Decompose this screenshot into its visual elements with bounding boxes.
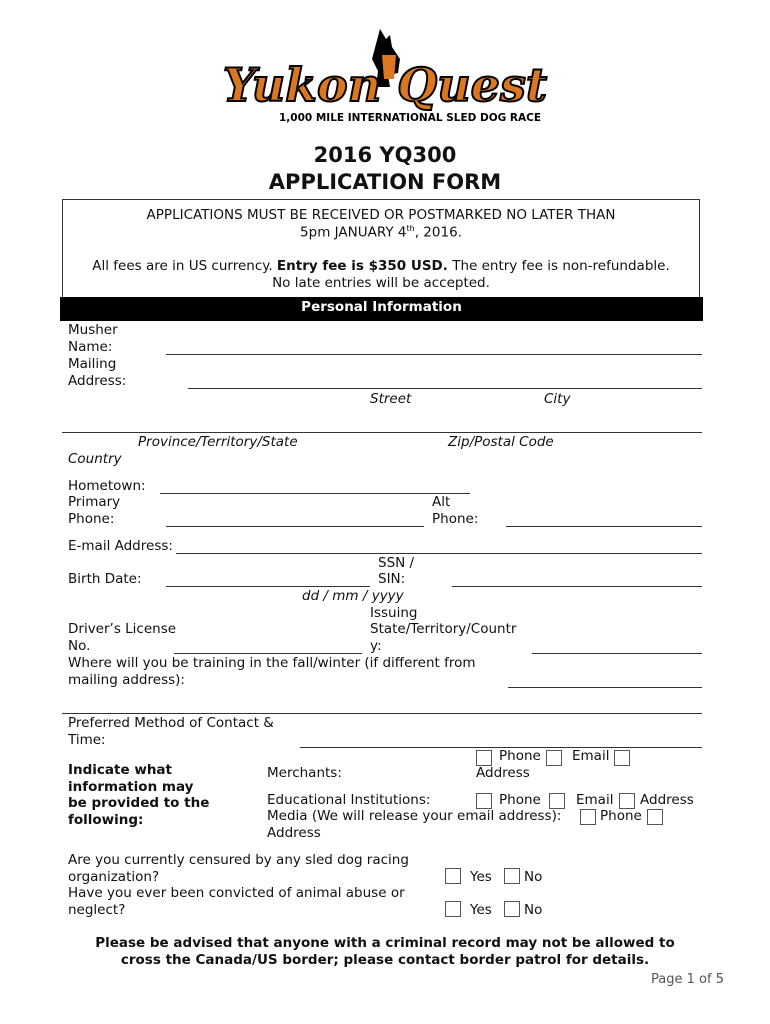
logo-tagline: 1,000 MILE INTERNATIONAL SLED DOG RACE bbox=[278, 112, 542, 124]
musher-label: Musher bbox=[68, 322, 118, 338]
educational-phone-checkbox[interactable] bbox=[476, 793, 492, 809]
sharing-label: Indicate what bbox=[68, 762, 172, 778]
license-label-2: No. bbox=[68, 638, 91, 654]
hometown-label: Hometown: bbox=[68, 478, 146, 494]
issuing-label: Issuing bbox=[370, 605, 418, 621]
musher-name-field[interactable] bbox=[166, 354, 702, 355]
merchants-email-label: Email bbox=[572, 748, 610, 764]
notice-box bbox=[62, 199, 700, 298]
training-label-2: mailing address): bbox=[68, 672, 185, 688]
merchants-email-checkbox[interactable] bbox=[546, 750, 562, 766]
training-field-2[interactable] bbox=[62, 713, 702, 714]
late-entries-text: No late entries will be accepted. bbox=[272, 275, 490, 291]
educational-phone-label: Phone bbox=[499, 792, 541, 808]
contact-label-2: Time: bbox=[68, 732, 106, 748]
yukon-quest-logo bbox=[200, 25, 570, 125]
censured-no-label: No bbox=[524, 869, 543, 885]
province-zip-field[interactable] bbox=[62, 432, 702, 433]
license-field[interactable] bbox=[174, 653, 362, 654]
criminal-record-notice: Please be advised that anyone with a criminal record may not be allowed to bbox=[95, 935, 675, 951]
training-field[interactable] bbox=[508, 687, 702, 688]
birth-date-field[interactable] bbox=[166, 586, 370, 587]
alt-phone-label-2: Phone: bbox=[432, 511, 479, 527]
country-caption: Country bbox=[68, 451, 122, 467]
merchants-label: Merchants: bbox=[267, 765, 342, 781]
city-caption: City bbox=[544, 391, 571, 407]
abuse-question: Have you ever been convicted of animal abuse or bbox=[68, 885, 405, 901]
form-title-year: 2016 YQ300 bbox=[313, 143, 457, 167]
primary-phone-label: Primary bbox=[68, 494, 121, 510]
contact-label: Preferred Method of Contact & bbox=[68, 715, 274, 731]
merchants-address-checkbox[interactable] bbox=[614, 750, 630, 766]
censured-no-checkbox[interactable] bbox=[504, 868, 520, 884]
email-field[interactable] bbox=[176, 553, 702, 554]
abuse-no-checkbox[interactable] bbox=[504, 901, 520, 917]
sharing-label-4: following: bbox=[68, 812, 144, 828]
media-phone-label: Phone bbox=[600, 808, 642, 824]
alt-phone-field[interactable] bbox=[506, 526, 702, 527]
sin-label: SIN: bbox=[378, 571, 406, 587]
educational-label: Educational Institutions: bbox=[267, 792, 431, 808]
educational-address-label: Address bbox=[640, 792, 694, 808]
form-title: APPLICATION FORM bbox=[268, 170, 502, 194]
sharing-label-2: information may bbox=[68, 779, 194, 795]
educational-email-label: Email bbox=[576, 792, 614, 808]
censured-question: Are you currently censured by any sled dog racing bbox=[68, 852, 409, 868]
media-address-label: Address bbox=[267, 825, 321, 841]
sharing-label-3: be provided to the bbox=[68, 795, 210, 811]
training-label: Where will you be training in the fall/winter (if different from bbox=[68, 655, 476, 671]
issuing-label-3: y: bbox=[370, 638, 382, 654]
street-caption: Street bbox=[370, 391, 412, 407]
page-number: Page 1 of 5 bbox=[651, 972, 724, 987]
alt-phone-label: Alt bbox=[432, 494, 451, 510]
mailing-label: Mailing bbox=[68, 356, 117, 372]
ssn-label: SSN / bbox=[378, 555, 415, 571]
media-label: Media (We will release your email address): bbox=[267, 808, 562, 824]
mailing-address-field[interactable] bbox=[188, 388, 702, 389]
abuse-no-label: No bbox=[524, 902, 543, 918]
birth-date-label: Birth Date: bbox=[68, 571, 142, 587]
primary-phone-label-2: Phone: bbox=[68, 511, 115, 527]
primary-phone-field[interactable] bbox=[166, 526, 424, 527]
date-format-caption: dd / mm / yyyy bbox=[302, 588, 404, 604]
zip-caption: Zip/Postal Code bbox=[448, 434, 554, 450]
ssn-field[interactable] bbox=[452, 586, 702, 587]
censured-question-2: organization? bbox=[68, 869, 160, 885]
media-email-checkbox[interactable] bbox=[647, 809, 663, 825]
hometown-field[interactable] bbox=[160, 493, 470, 494]
educational-email-checkbox[interactable] bbox=[549, 793, 565, 809]
censured-yes-label: Yes bbox=[470, 869, 492, 885]
issuing-label-2: State/Territory/Countr bbox=[370, 621, 517, 637]
merchants-phone-checkbox[interactable] bbox=[476, 750, 492, 766]
issuing-field[interactable] bbox=[532, 653, 702, 654]
name-label: Name: bbox=[68, 339, 113, 355]
educational-address-checkbox[interactable] bbox=[619, 793, 635, 809]
logo-wordmark: Yukon Quest bbox=[222, 58, 548, 112]
abuse-yes-label: Yes bbox=[470, 902, 492, 918]
censured-yes-checkbox[interactable] bbox=[445, 868, 461, 884]
abuse-yes-checkbox[interactable] bbox=[445, 901, 461, 917]
section-header-personal: Personal Information bbox=[60, 297, 703, 321]
fees-text: All fees are in US currency. Entry fee is $350 USD. The entry fee is non-refundable. bbox=[92, 258, 670, 274]
merchants-address-label: Address bbox=[476, 765, 530, 781]
email-label: E-mail Address: bbox=[68, 538, 173, 554]
deadline-date: 5pm JANUARY 4th, 2016. bbox=[300, 224, 462, 241]
deadline-text: APPLICATIONS MUST BE RECEIVED OR POSTMARKED NO LATER THAN bbox=[146, 207, 616, 223]
abuse-question-2: neglect? bbox=[68, 902, 126, 918]
criminal-record-notice-2: cross the Canada/US border; please contact border patrol for details. bbox=[120, 952, 650, 968]
media-phone-checkbox[interactable] bbox=[580, 809, 596, 825]
province-caption: Province/Territory/State bbox=[138, 434, 298, 450]
license-label: Driver’s License bbox=[68, 621, 177, 637]
address-label: Address: bbox=[68, 373, 127, 389]
merchants-phone-label: Phone bbox=[499, 748, 541, 764]
